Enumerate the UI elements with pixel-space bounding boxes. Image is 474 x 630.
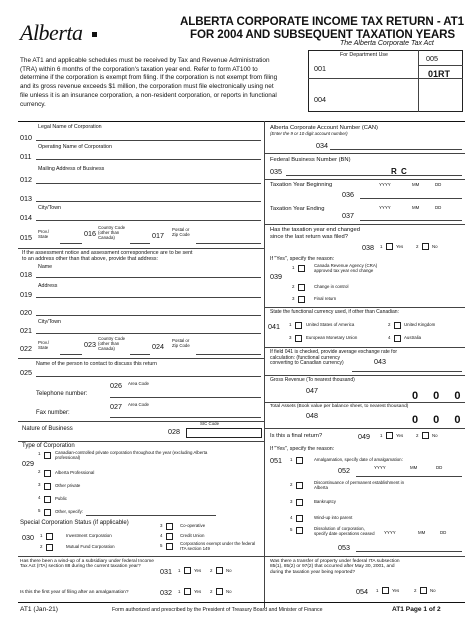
type-other-private-checkbox[interactable] [44,483,51,490]
alberta-logo: Alberta [20,20,83,45]
tax-year-begin-field[interactable] [360,198,462,199]
functional-currency-label: State the functional currency used, if other than Canadian: [270,309,399,315]
alt-city-field[interactable] [36,333,261,334]
tax-year-begin-label: Taxation Year Beginning [270,182,333,188]
form-id: AT1 (Jan-21) [20,606,58,613]
type-title: Type of Corporation [22,443,75,449]
sic-code-field[interactable] [186,428,262,438]
city-label: City/Town [38,205,61,211]
exchange-rate-note: If field 041 is checked, provide average exchange rate for calculation: (functional currency converting to Canadian currency) [270,349,398,366]
first-year-yes-checkbox[interactable] [184,588,191,595]
transfer-question: Was there a transfer of property under federal ITA subsection 85(1), 85(2) or 97(2) that occurred after May 30, 2001, and during the taxation year being reported? [270,559,400,575]
dept-use-box [308,50,463,112]
intro-text: The AT1 and applicable schedules must be received by Tax and Revenue Administration (TRA) within 6 months of the corporation's taxation year end. Refer to form AT100 to determine if the corporation is exempt from filing. If the corporation is not exempt from filing and its gross revenue exceeds $1 million, the corporation must file electronically using net file unless it is an insurance corporation, a non-resident corporation, or reports in functional currency. [20,57,278,108]
logo-mark [92,32,97,37]
alt-address-field[interactable] [36,297,261,298]
ye-change-yes-checkbox[interactable] [386,243,393,250]
credit-union-checkbox[interactable] [166,533,173,540]
dept-use-label: For Department Use [340,52,388,58]
form-subtitle: The Alberta Corporate Tax Act [340,40,434,47]
alt-address-line2[interactable] [36,315,261,316]
currency-emu-checkbox[interactable] [295,335,302,342]
contact-field[interactable] [36,376,261,377]
bn-label: Federal Business Number (BN) [270,157,351,163]
reason-control-checkbox[interactable] [298,284,305,291]
nature-label: Nature of Business [22,426,73,432]
alt-country-field[interactable] [130,354,150,355]
code-001: 001 [314,64,326,73]
form-code: 01RT [428,69,451,79]
legal-name-field[interactable] [36,140,261,141]
windup-no-checkbox[interactable] [216,567,223,574]
exchange-rate-field[interactable] [352,371,462,372]
currency-uk-checkbox[interactable] [394,322,401,329]
city-field[interactable] [36,220,261,221]
reason-final-checkbox[interactable] [298,296,305,303]
mailing-address-label: Mailing Address of Business [38,166,105,172]
code-004: 004 [314,95,326,104]
contact-label: Name of the person to contact to discuss this return [36,361,158,367]
total-assets-value[interactable]: 0 0 0 [412,414,467,426]
mailing-address-line2[interactable] [36,201,261,202]
alt-postal-field[interactable] [196,354,261,355]
alt-name-field[interactable] [36,277,261,278]
currency-usa-checkbox[interactable] [295,322,302,329]
transfer-no-checkbox[interactable] [420,587,427,594]
final-yes-checkbox[interactable] [386,432,393,439]
country-field[interactable] [130,243,150,244]
can-field[interactable] [330,149,462,150]
cooperative-checkbox[interactable] [166,523,173,530]
ye-change-no-checkbox[interactable] [422,243,429,250]
first-year-no-checkbox[interactable] [216,588,223,595]
fax-label: Fax number: [36,410,70,416]
tax-year-end-field[interactable] [360,220,462,221]
operating-name-field[interactable] [36,159,261,160]
type-ccpc-checkbox[interactable] [44,452,51,459]
reason-cra-checkbox[interactable] [298,265,305,272]
column-divider [264,121,265,608]
authorization-note: Form authorized and prescribed by the President of Treasury Board and Minister of Finance [112,607,323,613]
page-indicator: AT1 Page 1 of 2 [392,606,441,613]
currency-australia-checkbox[interactable] [394,335,401,342]
gross-revenue-label: Gross Revenue (To nearest thousand) [270,377,355,383]
investment-corp-checkbox[interactable] [46,533,53,540]
operating-name-label: Operating Name of Corporation [38,144,112,150]
year-end-change-question: Has the taxation year end changed since the last return was filed? [270,227,360,240]
dissolution-date-field[interactable] [356,551,462,552]
type-other-checkbox[interactable] [44,509,51,516]
other-specify-field[interactable] [86,515,216,516]
discontinuance-checkbox[interactable] [296,482,303,489]
amalgamation-date-field[interactable] [356,476,462,477]
bn-field[interactable] [286,175,462,176]
fax-field[interactable] [110,417,261,418]
windup-yes-checkbox[interactable] [184,567,191,574]
tax-year-end-label: Taxation Year Ending [270,206,325,212]
alt-prov-field[interactable] [60,354,82,355]
type-professional-checkbox[interactable] [44,470,51,477]
total-assets-label: Total Assets (Book value per balance sheet, to nearest thousand) [270,404,409,409]
code-005: 005 [426,54,438,63]
special-status-title: Special Corporation Status (if applicable) [20,520,129,526]
amalgamation-checkbox[interactable] [296,457,303,464]
windup-question: Has there been a wind-up of a subsidiary under federal Income Tax Act (ITA) section 88 during the current taxation year? [20,559,154,570]
form-title-line1: ALBERTA CORPORATE INCOME TAX RETURN - AT1 [180,15,465,28]
type-public-checkbox[interactable] [44,496,51,503]
bankruptcy-checkbox[interactable] [296,499,303,506]
exempt-149-checkbox[interactable] [166,543,173,550]
final-return-question: Is this a final return? [270,433,323,439]
legal-name-label: Legal Name of Corporation [38,124,102,130]
dissolution-checkbox[interactable] [296,527,303,534]
first-year-question: Is this the first year of filing after an amalgamation? [20,590,129,595]
gross-revenue-value[interactable]: 0 0 0 [412,390,467,402]
form-title-line2: FOR 2004 AND SUBSEQUENT TAXATION YEARS [190,28,456,41]
transfer-yes-checkbox[interactable] [382,587,389,594]
mutual-fund-checkbox[interactable] [46,544,53,551]
assessment-note: If the assessment notice and assessment correspondence are to be sent to an address other than that above, provide that address: [22,250,193,263]
can-label: Alberta Corporate Account Number (CAN) [270,125,378,131]
mailing-address-field[interactable] [36,183,261,184]
windup-parent-checkbox[interactable] [296,515,303,522]
final-no-checkbox[interactable] [422,432,429,439]
telephone-label: Telephone number: [36,391,88,397]
bn-rc-suffix: R C [391,167,408,176]
telephone-field[interactable] [110,397,261,398]
postal-field[interactable] [196,243,261,244]
prov-field[interactable] [60,243,82,244]
